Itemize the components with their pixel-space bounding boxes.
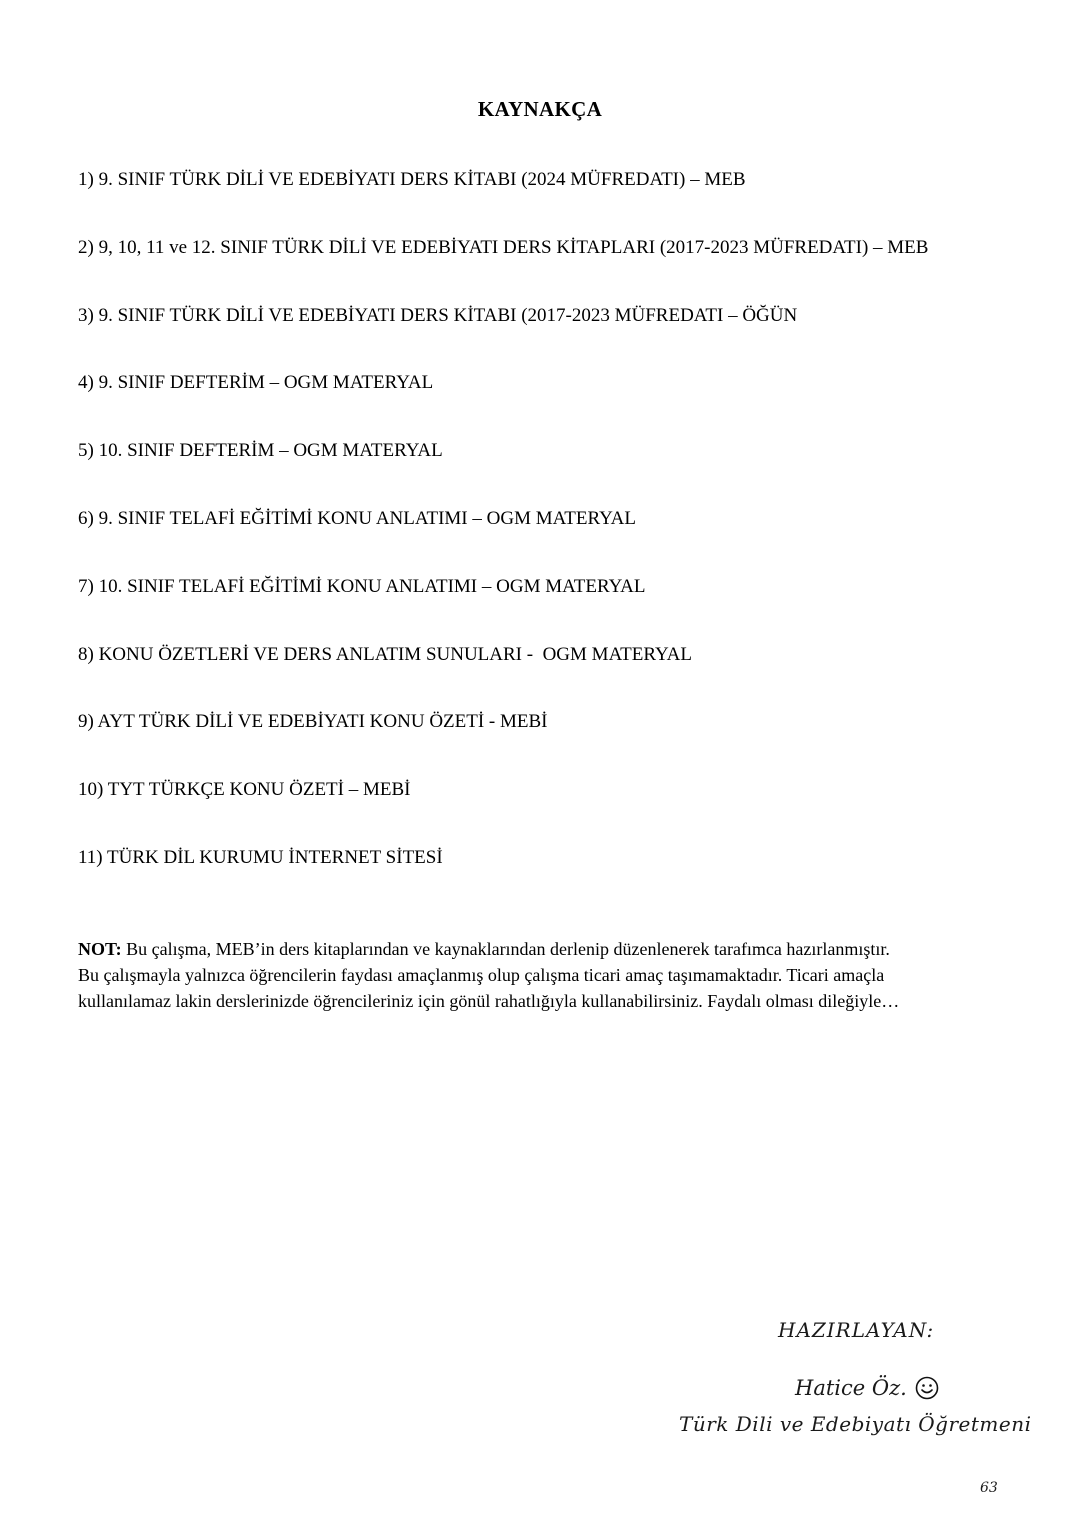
reference-item-6: 6) 9. SINIF TELAFİ EĞİTİMİ KONU ANLATIMI – OGM MATERYAL bbox=[78, 507, 637, 529]
reference-item-3: 3) 9. SINIF TÜRK DİLİ VE EDEBİYATI DERS KİTABI (2017-2023 MÜFREDATI – ÖĞÜN bbox=[78, 304, 798, 326]
note-line-1 bbox=[78, 936, 1018, 962]
reference-item-7: 7) 10. SINIF TELAFİ EĞİTİMİ KONU ANLATIMI – OGM MATERYAL bbox=[78, 575, 646, 597]
note-text-1: Bu çalışma, MEB’in ders kitaplarından ve kaynaklarından derlenip düzenlenerek tarafımca hazırlanmıştır. bbox=[121, 939, 890, 959]
reference-item-10: 10) TYT TÜRKÇE KONU ÖZETİ – MEBİ bbox=[78, 779, 411, 801]
reference-item-2: 2) 9, 10, 11 ve 12. SINIF TÜRK DİLİ VE EDEBİYATI DERS KİTAPLARI (2017-2023 MÜFREDATI) – MEB bbox=[78, 236, 929, 258]
reference-item-8: 8) KONU ÖZETLERİ VE DERS ANLATIM SUNULARI - OGM MATERYAL bbox=[78, 643, 692, 665]
page-title: KAYNAKÇA bbox=[477, 97, 603, 121]
note-line-3: kullanılamaz lakin derslerinizde öğrencileriniz için gönül rahatlığıyla kullanabilirsiniz. Faydalı olması dileğiyle… bbox=[78, 991, 900, 1011]
reference-list bbox=[78, 168, 928, 914]
reference-item-1: 1) 9. SINIF TÜRK DİLİ VE EDEBİYATI DERS KİTABI (2024 MÜFREDATI) – MEB bbox=[78, 169, 746, 190]
note-paragraph bbox=[78, 936, 1018, 1014]
reference-item-11: 11) TÜRK DİL KURUMU İNTERNET SİTESİ bbox=[78, 846, 443, 868]
note-label: NOT: bbox=[78, 939, 122, 959]
author-name-line bbox=[795, 1376, 939, 1400]
author-name: Hatice Öz. bbox=[795, 1376, 907, 1400]
note-line-2: Bu çalışmayla yalnızca öğrencilerin faydası amaçlanmış olup çalışma ticari amaç taşımamaktadır. Ticari amaçla bbox=[78, 965, 885, 985]
reference-item-9: 9) AYT TÜRK DİLİ VE EDEBİYATI KONU ÖZETİ - MEBİ bbox=[78, 711, 548, 733]
reference-item-4: 4) 9. SINIF DEFTERİM – OGM MATERYAL bbox=[78, 372, 434, 394]
reference-item-5: 5) 10. SINIF DEFTERİM – OGM MATERYAL bbox=[78, 440, 443, 462]
author-role: Türk Dili ve Edebiyatı Öğretmeni bbox=[679, 1412, 1032, 1436]
prepared-by-label: HAZIRLAYAN: bbox=[778, 1318, 935, 1342]
page-number: 63 bbox=[980, 1480, 998, 1496]
smiley-face-icon bbox=[915, 1376, 939, 1400]
